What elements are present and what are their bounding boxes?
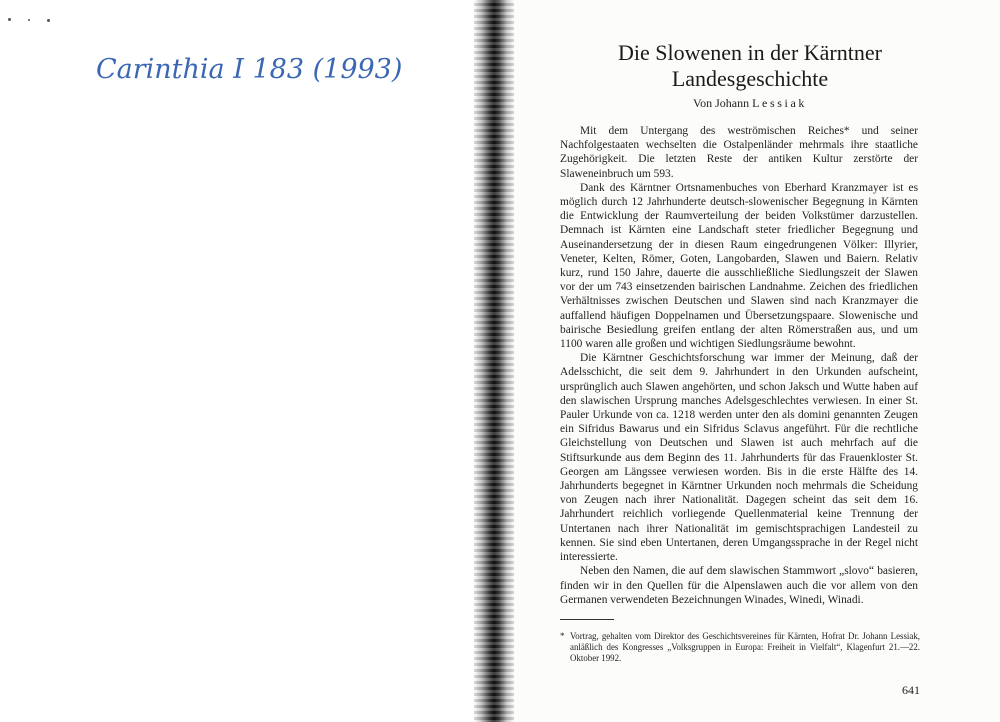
footnote-text: Vortrag, gehalten vom Direktor des Geschichtsvereines für Kärnten, Hofrat Dr. Johann Lessiak, anläßlich des Kongresses „Volksgruppen in Europa: Freiheit in Vielfalt“, Klagenfurt 21.—22. Oktober 1992. [570, 631, 920, 663]
footnote-mark: * [560, 631, 565, 641]
paragraph: Dank des Kärntner Ortsnamenbuches von Eberhard Kranzmayer ist es möglich durch 12 Jahrhunderte deutsch-slowenischer Begegnung in Kärnten die Entwicklung der Raumverteilung der beiden Volkstümer darzustellen. Demnach ist Kärnten eine Landschaft steter friedlicher Begegnung und Auseinandersetzung der in diesen Raum eingedrungenen Völker: Illyrier, Veneter, Kelten, Römer, Goten, Langobarden, Slawen und Baiern. Relativ kurz, rund 150 Jahre, dauerte die ausschließliche Siedlungszeit der Slawen vor der um 743 einsetzenden bairischen Landnahme. Zeichen des friedlichen Verhältnisses zwischen Deutschen und Slawen sind nach Kranzmayer die auffallend häufigen Doppelnamen und Übersetzungspaare. Slowenische und bairische Besiedlung greifen entlang der alten Römerstraßen aus, und um 1100 waren alle großen und wichtigen Siedlungsräume bewohnt. [560, 181, 918, 351]
left-page [0, 0, 480, 722]
footnote [560, 631, 920, 664]
paragraph: Mit dem Untergang des weströmischen Reiches* und seiner Nachfolgestaaten wechselten die Ostalpenländer mehrmals ihre staatliche Zugehörigkeit. Die letzten Reste der antiken Kultur zerstörte der Slaweneinbruch um 593. [560, 125, 918, 180]
paragraph: Die Kärntner Geschichtsforschung war immer der Meinung, daß der Adelsschicht, die seit dem 9. Jahrhundert in den Urkunden aufscheint, ursprünglich auch Slawen angehörten, und schon Jaksch und Wutte haben auf den slawischen Ursprung manches Adelsgeschlechtes verwiesen. In einer St. Pauler Urkunde von ca. 1218 werden unter den als domini genannten Zeugen ein Sifridus Bawarus und ein Sifridus Sclavus angeführt. Für die rechtliche Gleichstellung von Deutschen und Slawen ist auch mehrfach auf die Stiftsurkunde aus dem Beginn des 11. Jahrhunderts für das Frauenkloster St. Georgen am Längssee verwiesen worden. Bis in die erste Hälfte des 14. Jahrhunderts begegnet in Kärntner Urkunden noch mehrmals die Scheidung von Zeugen nach ihrer Nationalität. Dagegen scheint das seit dem 16. Jahrhundert reichlich vorliegende Quellenmaterial keine Trennung der Untertanen nach ihrer Nationalität im gemischtsprachigen Landesteil zu kennen. Sie sind eben Untertanen, deren Umgangssprache in der Regel nicht interessierte. [560, 352, 918, 564]
title-line-1: Die Slowenen in der Kärntner [618, 40, 882, 65]
article-body [560, 124, 918, 607]
footnote-rule [560, 619, 614, 620]
page-number: 641 [902, 683, 920, 697]
title-line-2: Landesgeschichte [671, 66, 829, 91]
scan-speck [47, 19, 50, 22]
author-byline [540, 96, 960, 111]
author-prefix: Von Johann [693, 96, 753, 110]
handwritten-citation-text: Carinthia I 183 (1993) [96, 54, 403, 85]
article-title [540, 40, 960, 92]
handwritten-citation [92, 42, 403, 92]
scan-speck [8, 18, 11, 21]
paragraph: Neben den Namen, die auf dem slawischen Stammwort „slovo“ basieren, finden wir in den Quellen für die Alpenslawen auch die vor allem von den Germanen verwendeten Bezeichnungen Winades, Winedi, Winadi. [560, 565, 918, 606]
author-lastname: Lessiak [752, 96, 807, 110]
book-gutter [474, 0, 514, 722]
scan-speck [28, 19, 30, 21]
